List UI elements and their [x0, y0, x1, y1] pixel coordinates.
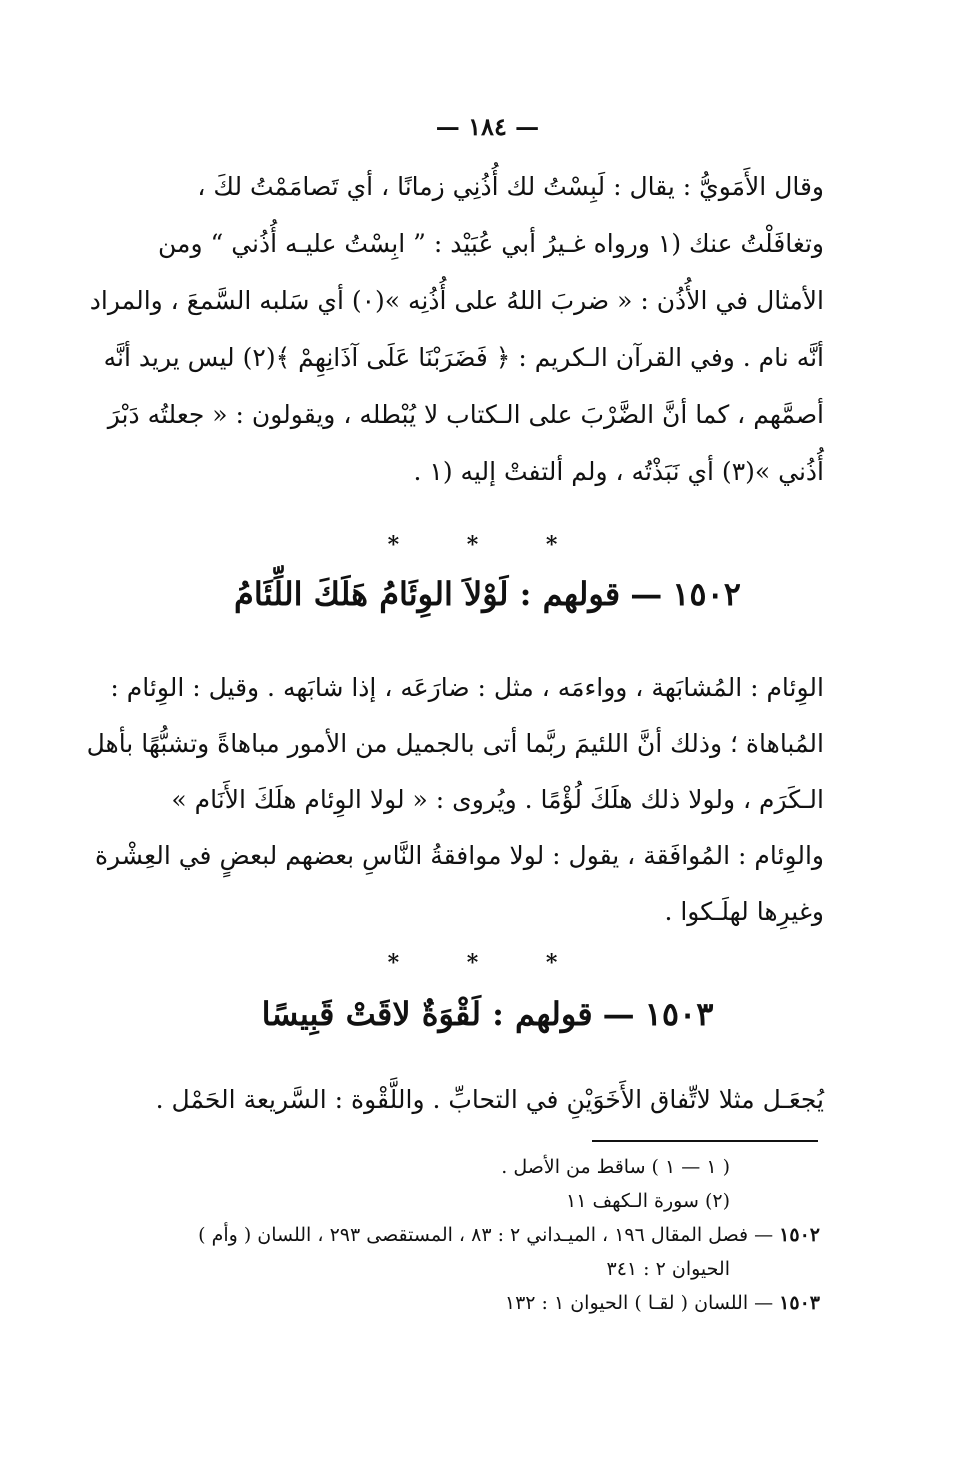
footnote: [140, 1150, 820, 1184]
footnote-text: — فصل المقال ١٩٦ ، الميـداني ٢ : ٨٣ ، المستقصى ٢٩٣ ، اللسان ( وأم ): [198, 1224, 774, 1246]
text-line: أصمَّهم ، كما أنَّ الضَّرْبَ على الـكتاب لا يُبْطله ، ويقولون : « جعلتُه دَبْرَ: [107, 400, 824, 429]
section-divider: * * *: [387, 532, 588, 558]
text-line: وتغافَلْتُ عنك (١ ورواه غـيرُ أبي عُبَيْد : ” ابِسْتُ عليـه أُذُني “ ومن: [158, 229, 824, 258]
footnote-text: الحيوان ٢ : ٣٤١: [606, 1258, 730, 1280]
entry-dash: —: [602, 995, 635, 1033]
entry-title: قولهم : لَقْوَةٌ لاقَتْ قَبِيسًا: [261, 995, 593, 1033]
footnote-entry-number: ١٥٠٣: [779, 1292, 820, 1314]
text-line: المُباهاة ؛ وذلك أنَّ اللئيمَ ربَّما أتى بالجميل من الأمور مباهاةً وتشبُّهًا بأهل: [86, 729, 824, 758]
footnote: [140, 1286, 820, 1320]
entry-heading-1503: [0, 995, 975, 1033]
entry-number: ١٥٠٢: [672, 575, 741, 613]
entry-number: ١٥٠٣: [644, 995, 714, 1033]
section-paragraph: [89, 158, 824, 500]
footnote-rule: [592, 1140, 818, 1142]
entry-paragraph-1502: [86, 660, 824, 940]
footnote: [140, 1184, 820, 1218]
entry-title: قولهم : لَوْلاَ الوِئَامُ هَلَكَ اللِّئَامُ: [234, 575, 621, 613]
footnote-text: (٢) سورة الـكهف ١١: [565, 1190, 730, 1212]
section-divider: * * *: [387, 950, 588, 976]
entry-dash: —: [630, 575, 663, 613]
text-line: الأمثال في الأُذُن : « ضربَ اللهُ على أُذُنِه »(٠) أي سَلبه السَّمعَ ، والمراد: [89, 286, 824, 315]
text-line: وقال الأَمَويُّ : يقال : لَبِسْتُ لك أُذُنِي زمانًا ، أي تَصامَمْتُ لكَ ،: [197, 172, 824, 201]
footnote: [140, 1218, 820, 1252]
text-line: والوِئام : المُوافَقة ، يقول : لولا موافقةُ النَّاسِ بعضهم لبعضٍ في العِشْرة: [94, 841, 824, 870]
footnote-text: — اللسان ( لقـا ) الحيوان ١ : ١٣٢: [504, 1292, 774, 1314]
text-line: الـكَرَم ، ولولا ذلك هلَكَ لُؤْمًا . ويُروى : « لولا الوِئام هلَكَ الأَنَام »: [171, 785, 824, 814]
text-line: وغيرِها لهلَـكوا .: [664, 897, 824, 926]
text-line: يُجعَـل مثلا لاتِّفاق الأَخَوَيْنِ في التحابِّ . واللَّقْوة : السَّريعة الحَمْل .: [155, 1085, 824, 1114]
text-line: الوِئام : المُشابَهة ، وواءمَه ، مثل : ضارَعَه ، إذا شابَهه . وقيل : الوِئام :: [110, 673, 824, 702]
footnote-text: ( ١ — ١ ) ساقط من الأصل .: [501, 1156, 730, 1178]
footnote-entry-number: ١٥٠٢: [779, 1224, 820, 1246]
text-line: أنَّه نام . وفي القرآن الـكريم : ﴿ فَضَرَبْنَا عَلَى آذَانِهِمْ ﴾(٢) ليس يريد أنَّه: [103, 343, 824, 372]
footnotes: [140, 1150, 820, 1320]
entry-paragraph-1503: [155, 1072, 824, 1128]
page-number: — ١٨٤ —: [435, 112, 540, 141]
entry-heading-1502: [0, 575, 975, 613]
footnote: [140, 1252, 820, 1286]
text-line: أُذُني »(٣) أي نَبَذْتُه ، ولم ألتفتْ إليه (١ .: [413, 457, 824, 486]
